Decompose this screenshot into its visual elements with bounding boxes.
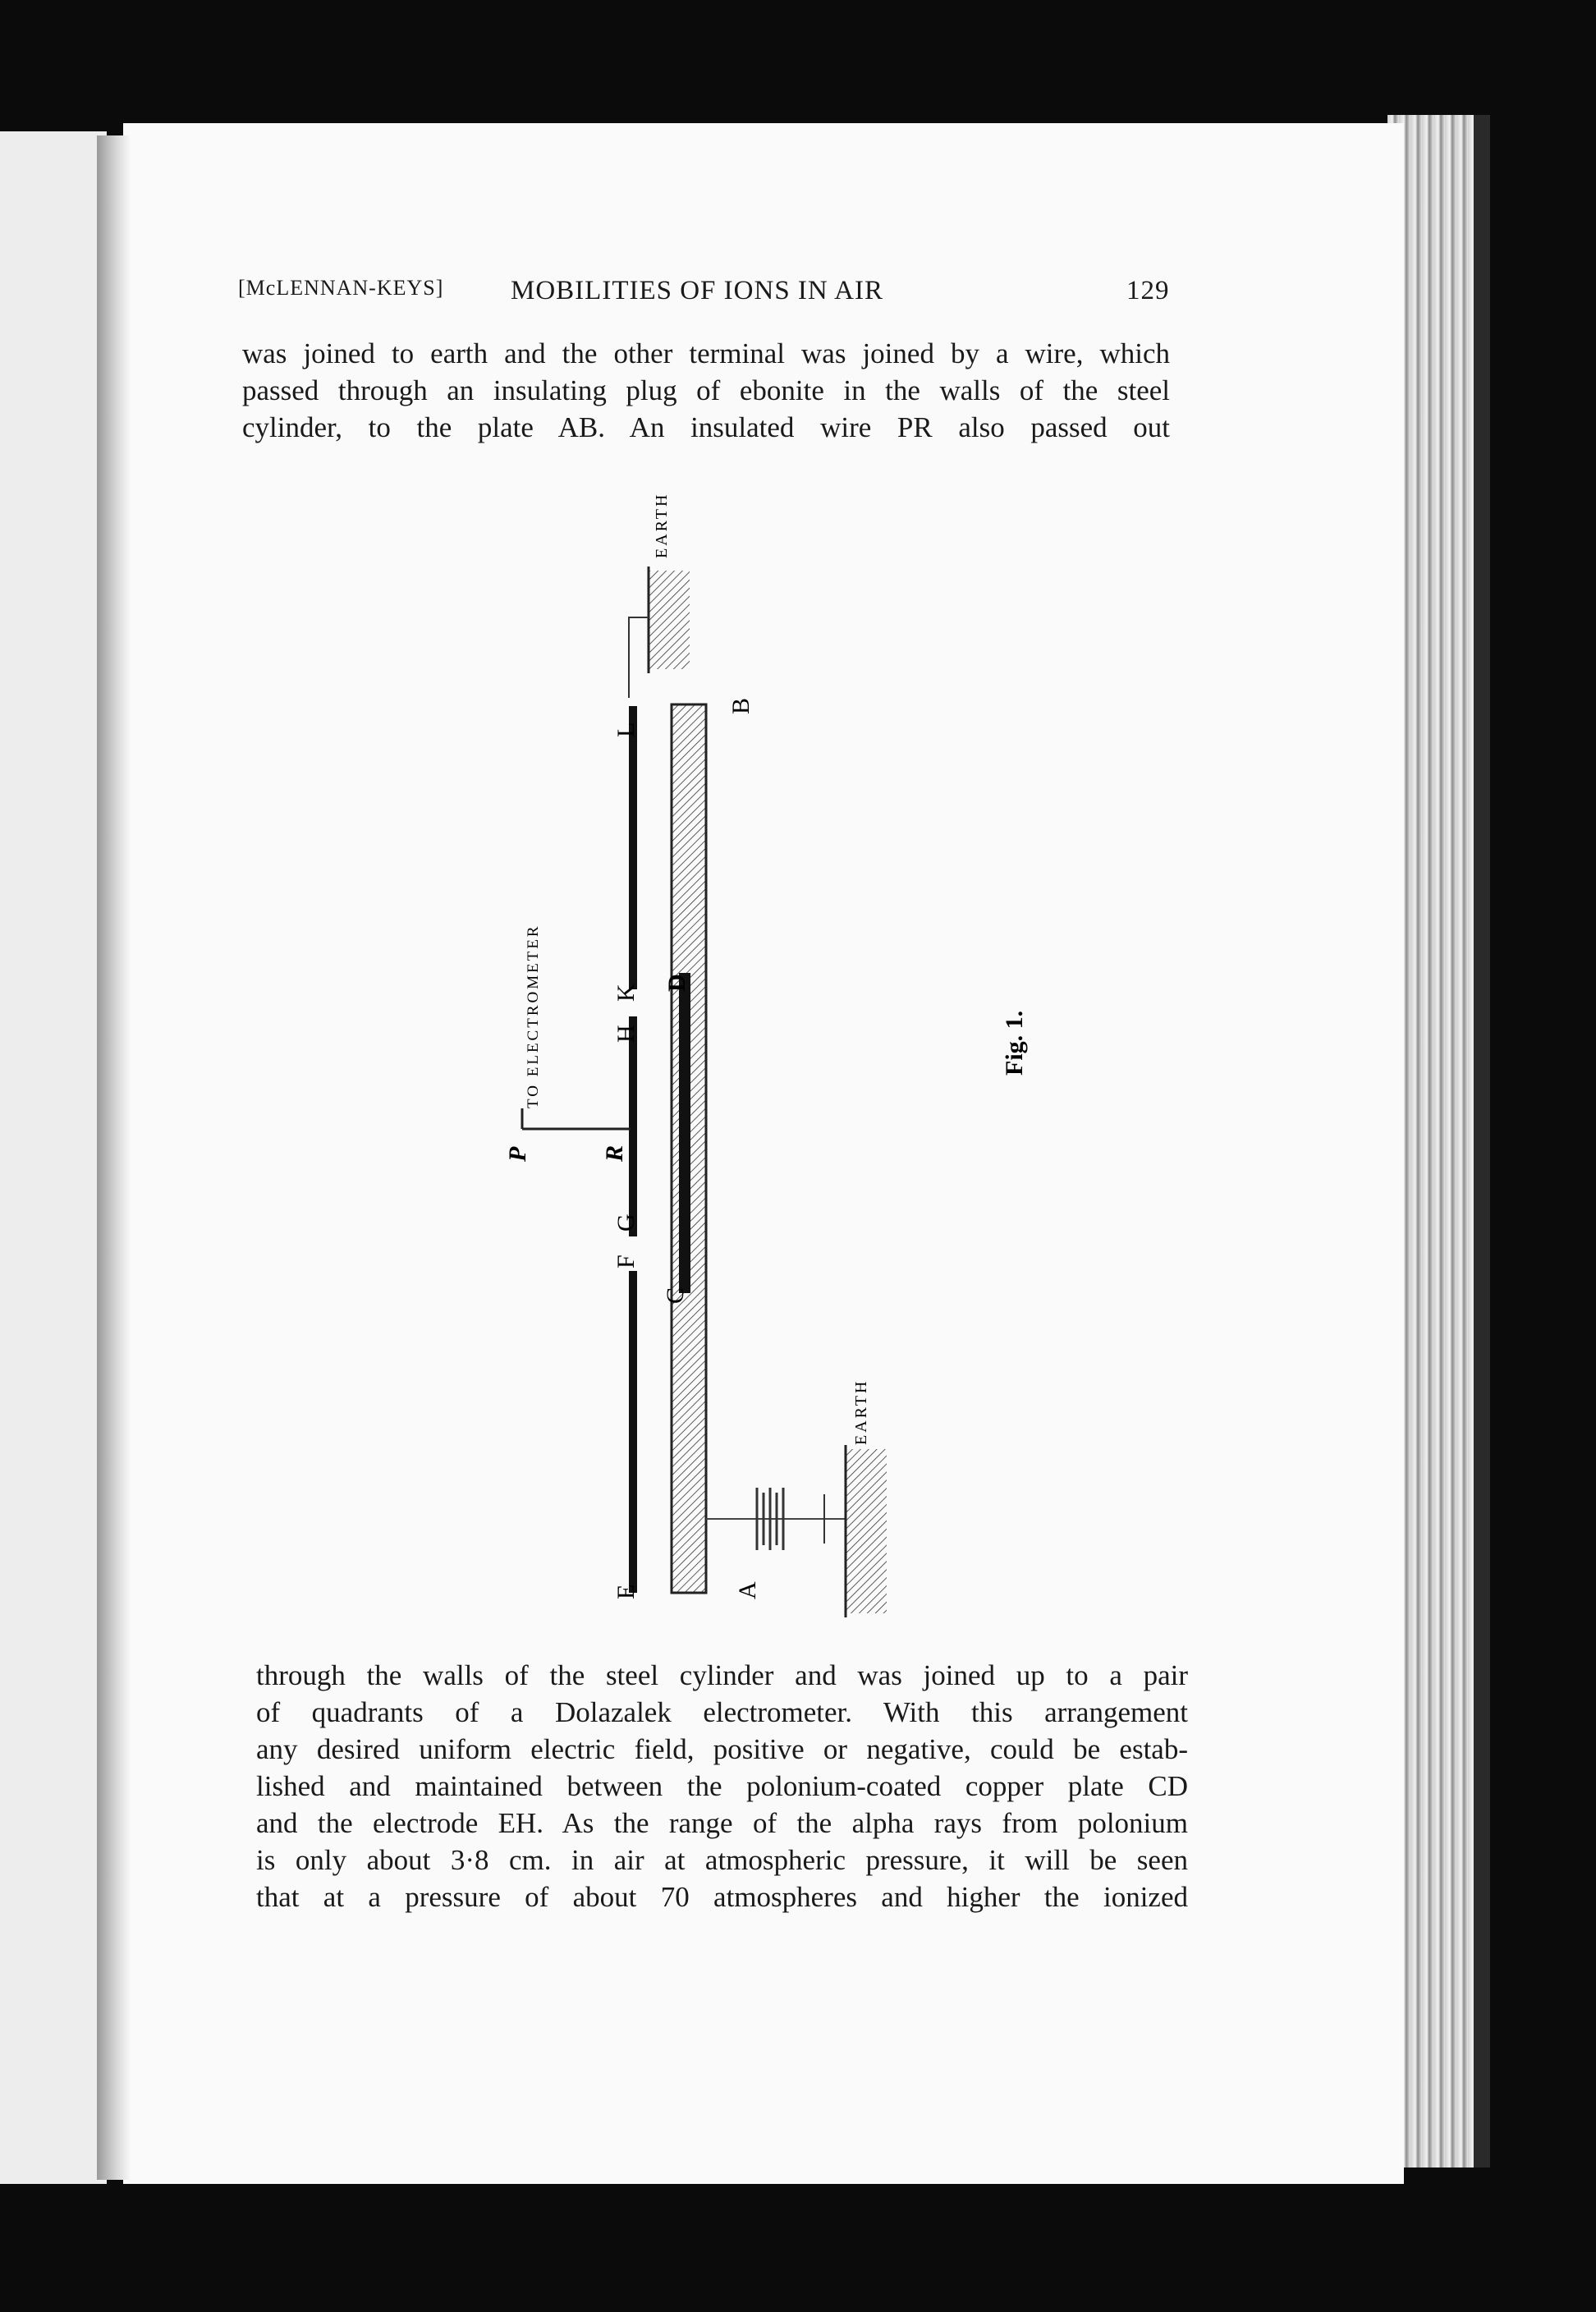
- text-line: of quadrants of a Dolazalek electrometer. With this arrangement: [256, 1696, 1188, 1728]
- paragraph-bottom: [256, 1657, 1188, 1915]
- label-C: C: [662, 1287, 689, 1304]
- text-line: was joined to earth and the other terminal was joined by a wire, which: [242, 337, 1170, 369]
- label-F: F: [612, 1255, 640, 1268]
- label-A: A: [734, 1581, 761, 1599]
- label-K: K: [612, 984, 640, 1002]
- book-cover-edge: [1474, 115, 1490, 2168]
- label-E: E: [612, 1584, 640, 1599]
- text-line: passed through an insulating plug of ebonite in the walls of the steel: [242, 374, 1170, 406]
- apparatus-figure: [443, 476, 1051, 1617]
- polonium-plate-cd: [679, 973, 690, 1293]
- electrode-gh: [629, 1016, 637, 1236]
- label-R: R: [601, 1145, 628, 1162]
- label-to-electrometer: TO ELECTROMETER: [525, 924, 542, 1108]
- earth-hatch-top: [649, 571, 690, 669]
- label-G: G: [612, 1213, 640, 1232]
- text-line: through the walls of the steel cylinder and was joined up to a pair: [256, 1659, 1188, 1691]
- label-D: D: [663, 974, 690, 992]
- electrode-eh: [629, 1271, 637, 1593]
- running-head-authors: [McLENNAN-KEYS]: [238, 276, 444, 300]
- label-H: H: [612, 1025, 640, 1043]
- battery: [706, 1488, 846, 1550]
- text-line: lished and maintained between the polonium-coated copper plate CD: [256, 1770, 1188, 1802]
- paragraph-top: [242, 335, 1170, 446]
- label-B: B: [727, 697, 754, 714]
- figure-caption: Fig. 1.: [1001, 1010, 1028, 1076]
- text-line: and the electrode EH. As the range of the alpha rays from polonium: [256, 1807, 1188, 1839]
- label-earth-bottom: EARTH: [852, 1378, 870, 1445]
- wire-to-earth-top: [629, 617, 649, 698]
- text-line: any desired uniform electric field, positive or negative, could be estab-: [256, 1733, 1188, 1765]
- earth-hatch-bottom: [846, 1449, 887, 1613]
- label-P: P: [504, 1146, 531, 1162]
- label-L: L: [612, 722, 640, 737]
- running-head-title: MOBILITIES OF IONS IN AIR: [511, 276, 883, 305]
- text-line: is only about 3·8 cm. in air at atmospheric pressure, it will be seen: [256, 1844, 1188, 1876]
- book-gutter: [97, 135, 130, 2180]
- label-earth-top: EARTH: [653, 492, 671, 558]
- text-line: cylinder, to the plate AB. An insulated wire PR also passed out: [242, 411, 1170, 443]
- left-page-edge: [0, 131, 107, 2184]
- electrode-kl: [629, 706, 637, 989]
- page-number: 129: [1126, 276, 1170, 305]
- text-line: that at a pressure of about 70 atmospheres and higher the ionized: [256, 1881, 1188, 1913]
